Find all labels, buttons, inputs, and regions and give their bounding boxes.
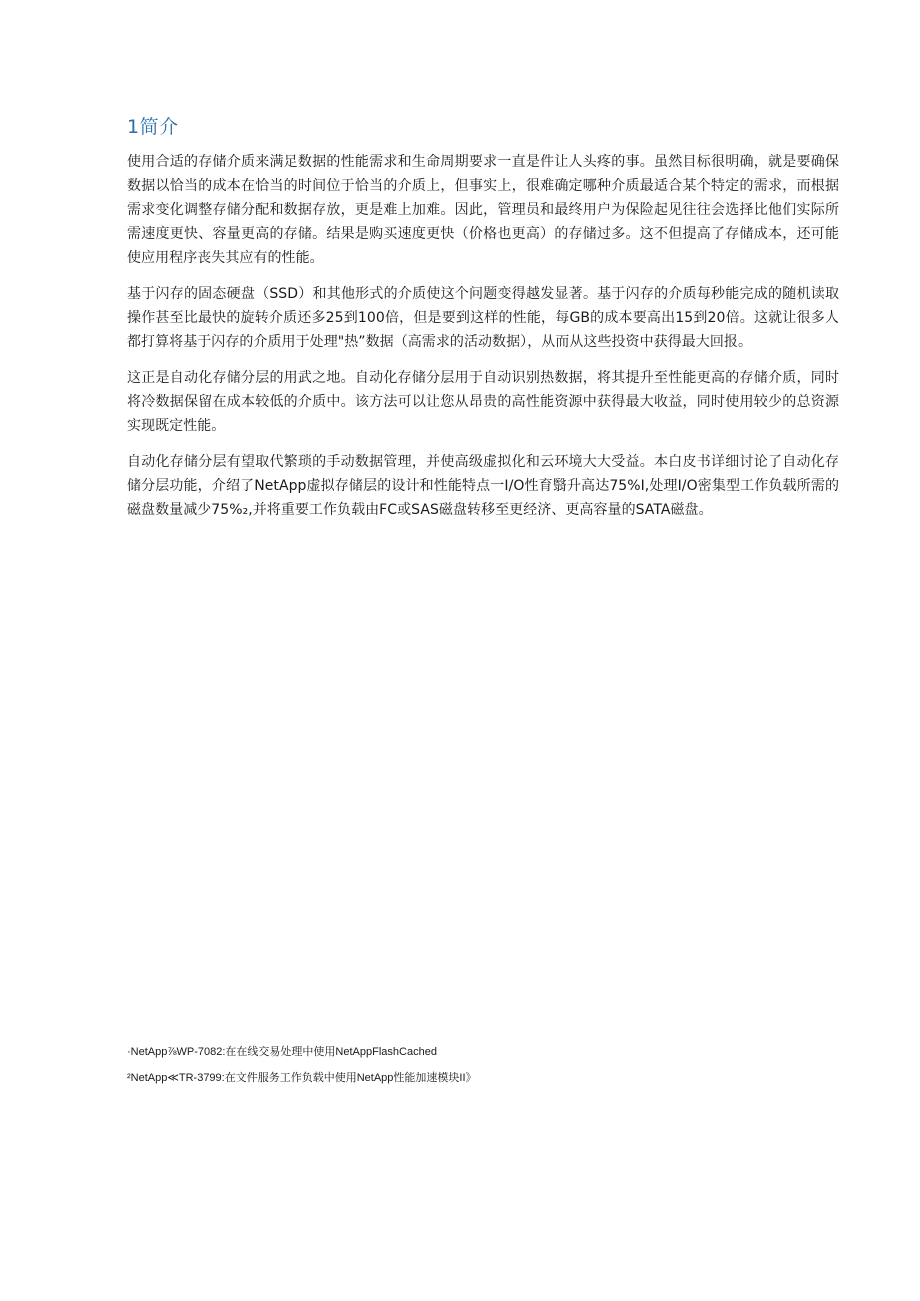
footnotes: [127, 1045, 839, 1097]
paragraph-auto-tiering: 这正是自动化存储分层的用武之地。自动化存储分层用于自动识别热数据，将其提升至性能更高的存储介质，同时将冷数据保留在成本较低的介质中。该方法可以让您从昂贵的高性能资源中获得最大收益，同时使用较少的总资源实现既定性能。: [127, 370, 839, 434]
footnote-1: ·NetApp⅞WP-7082:在在线交易处理中使用NetAppFlashCached: [127, 1046, 437, 1058]
paragraph-flash-media: 基于闪存的固态硬盘（SSD）和其他形式的介质使这个问题变得越发显著。基于闪存的介质每秒能完成的随机读取操作甚至比最快的旋转介质还多25到100倍，但是要到这样的性能，每GB的成本要高出15到20倍。这就让很多人都打算将基于闪存的介质用于处理"热”数据（高需求的活动数据），从而从这些投资中获得最大回报。: [127, 286, 839, 350]
footnote-2: ²NetApp≪TR-3799:在文件服务工作负载中使用NetApp性能加速模块II》: [127, 1072, 477, 1084]
paragraph-whitepaper-summary: 自动化存储分层有望取代繁琐的手动数据管理，并使高级虚拟化和云环境大大受益。本白皮书详细讨论了自动化存储分层功能，介绍了NetApp虚拟存储层的设计和性能特点一I/O性育翳升高达75%I,处理I/O密集型工作负载所需的磁盘数量减少75%₂,并将重要工作负载由FC或SAS磁盘转移至更经济、更高容量的SATA磁盘。: [127, 454, 839, 518]
main-content: [127, 113, 839, 534]
paragraph-intro: 使用合适的存储介质来满足数据的性能需求和生命周期要求一直是件让人头疼的事。虽然目标很明确，就是要确保数据以恰当的成本在恰当的时间位于恰当的介质上，但事实上，很难确定哪种介质最适合某个特定的需求，而根据需求变化调整存储分配和数据存放，更是难上加难。因此，管理员和最终用户为保险起见往往会选择比他们实际所需速度更快、容量更高的存储。结果是购买速度更快（价格也更高）的存储过多。这不但提高了存储成本，还可能使应用程序丧失其应有的性能。: [127, 154, 839, 266]
section-title: 1简介: [127, 116, 179, 138]
